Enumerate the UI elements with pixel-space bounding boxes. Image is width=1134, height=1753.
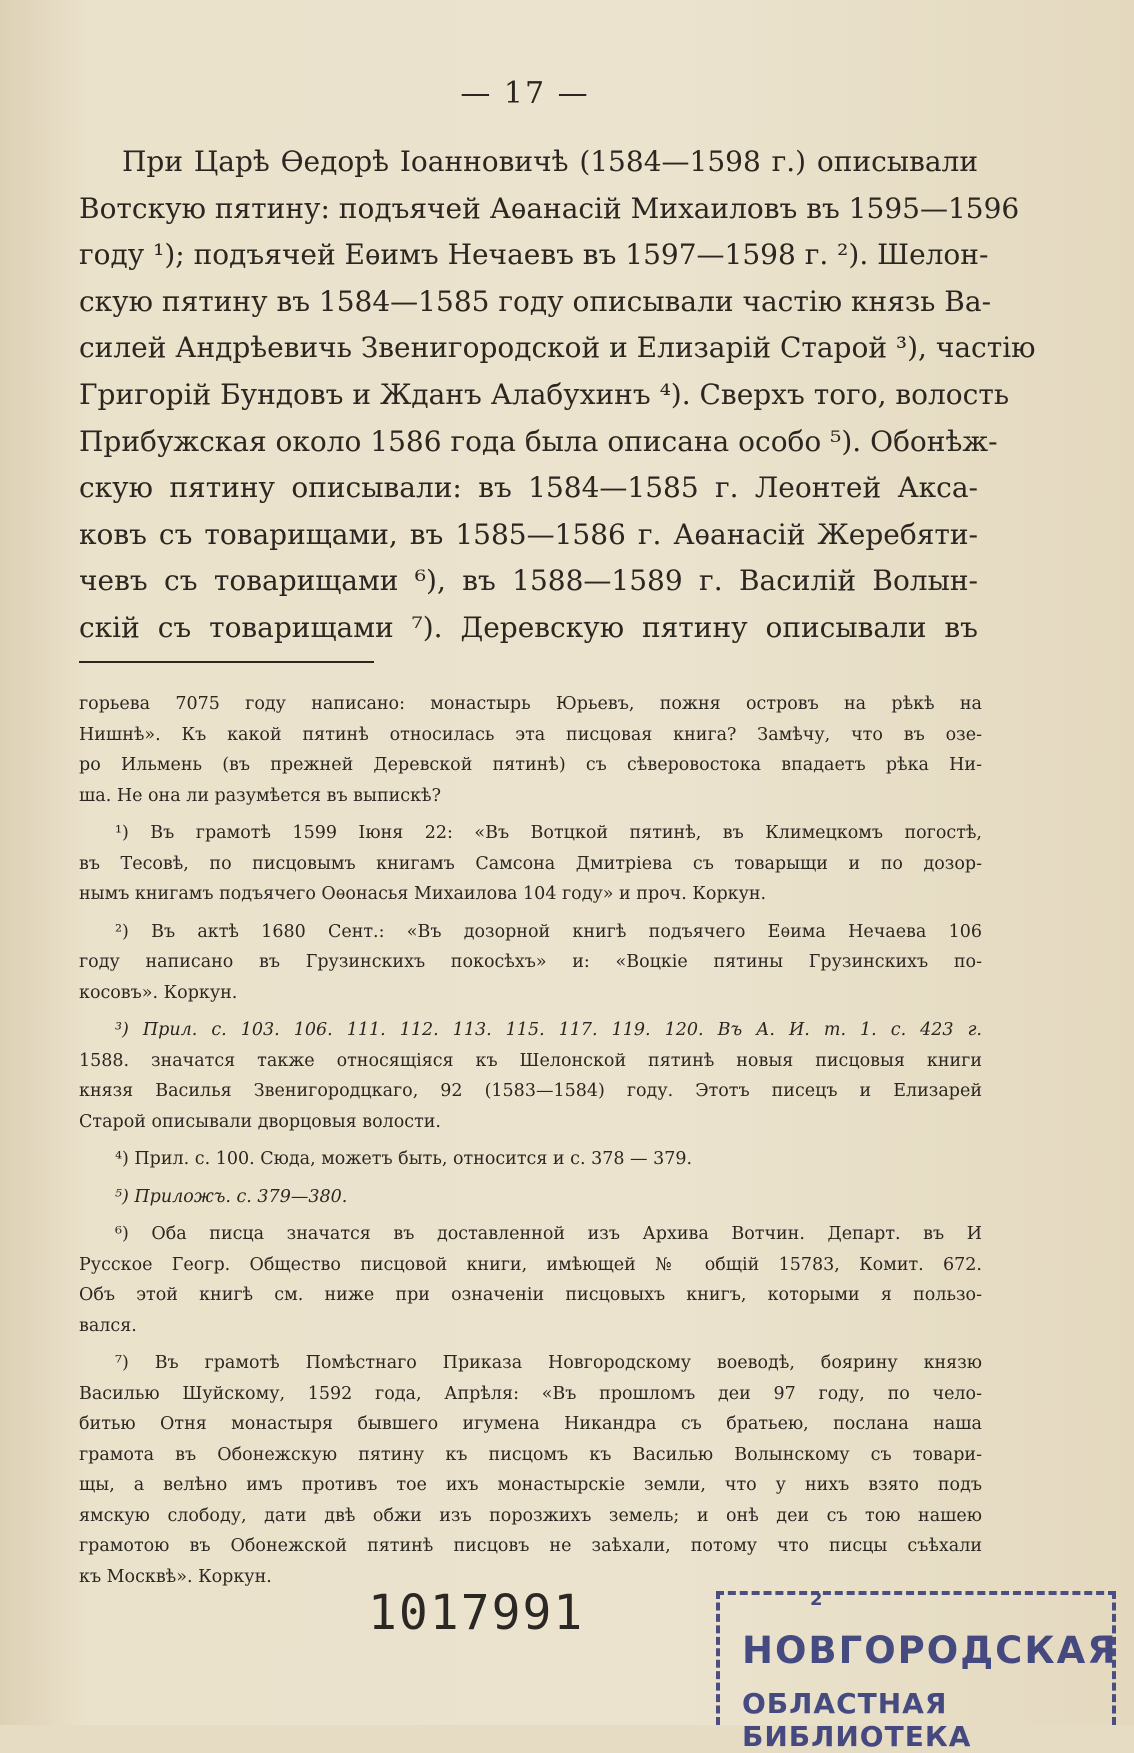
footnote-line: горьева 7075 году написано: монастырь Юрьевъ, пожня островъ на рѣкѣ на xyxy=(79,694,982,714)
main-text-line: Вотскую пятину: подъячей Аѳанасій Михаиловъ въ 1595—1596 xyxy=(79,191,1020,225)
footnote-line: ³) Прил. с. 103. 106. 111. 112. 113. 115. 117. 119. 120. Въ А. И. т. 1. с. 423 г. xyxy=(115,1020,982,1040)
main-text-line: скій съ товарищами ⁷). Деревскую пятину описывали въ xyxy=(79,610,978,644)
footnote-line: ⁶) Оба писца значатся въ доставленной изъ Архива Вотчин. Департ. въ И xyxy=(115,1224,982,1244)
footnote-1 xyxy=(79,818,982,910)
footnote-line: щы, а велѣно имъ противъ тое ихъ монастырскіе земли, что у нихъ взято подъ xyxy=(79,1475,982,1495)
library-stamp xyxy=(716,1589,1118,1753)
inventory-number: 1017991 xyxy=(368,1585,585,1641)
footnote-line: ⁴) Прил. с. 100. Сюда, можетъ быть, относится и с. 378 — 379. xyxy=(115,1149,693,1169)
main-text-line: ковъ съ товарищами, въ 1585—1586 г. Аѳанасій Жеребяти- xyxy=(79,517,978,551)
footnote-7 xyxy=(79,1348,982,1592)
page-number: — 17 — xyxy=(460,76,590,111)
footnote-line: Старой описывали дворцовыя волости. xyxy=(79,1111,441,1132)
stamp-line-2: ОБЛАСТНАЯ БИБЛИОТЕКА xyxy=(742,1687,972,1753)
footnote-line: въ Тесовѣ, по писцовымъ книгамъ Самсона Дмитріева съ товарыщи и по дозор- xyxy=(79,853,982,874)
stamp-number: 2 xyxy=(810,1589,823,1610)
main-text-line: силей Андрѣевичь Звенигородской и Елизарій Старой ³), частію xyxy=(79,331,1036,365)
footnote-line: 1588. значатся также относящіяся къ Шелонской пятинѣ новыя писцовыя книги xyxy=(79,1050,982,1071)
footnote-line: Нишнѣ». Къ какой пятинѣ относилась эта писцовая книга? Замѣчу, что въ озе- xyxy=(79,724,982,745)
main-text-line: чевъ съ товарищами ⁶), въ 1588—1589 г. Василій Волын- xyxy=(79,564,978,598)
main-text-line: году ¹); подъячей Еѳимъ Нечаевъ въ 1597—1598 г. ²). Шелон- xyxy=(79,238,989,272)
footnote-5 xyxy=(79,1182,982,1213)
footnote-line: году написано въ Грузинскихъ покосѣхъ» и: «Воцкіе пятины Грузинскихъ по- xyxy=(79,952,982,972)
footnote-3 xyxy=(79,1015,982,1137)
footnote-line: ⁷) Въ грамотѣ Помѣстнаго Приказа Новгородскому воеводѣ, боярину князю xyxy=(115,1353,982,1373)
footnote-line: битью Отня монастыря бывшего игумена Никандра съ братьею, послана наша xyxy=(79,1414,982,1434)
footnote-line: косовъ». Коркун. xyxy=(79,982,238,1003)
main-text-line: скую пятину описывали: въ 1584—1585 г. Леонтей Акса- xyxy=(79,471,978,505)
footnote-4 xyxy=(79,1144,982,1175)
footnote-line: къ Москвѣ». Коркун. xyxy=(79,1566,272,1587)
footnote-line: вался. xyxy=(79,1315,137,1336)
footnote-line: ²) Въ актѣ 1680 Сент.: «Въ дозорной книгѣ подъячего Еѳима Нечаева 106 xyxy=(115,921,982,942)
footnote-6 xyxy=(79,1219,982,1341)
footnote-line: ша. Не она ли разумѣется въ выпискѣ? xyxy=(79,785,441,806)
main-text-line: скую пятину въ 1584—1585 году описывали частію князь Ва- xyxy=(79,284,992,318)
footnotes xyxy=(79,689,982,1592)
footnote-line: Русское Геогр. Общество писцовой книги, имѣющей № общій 15783, Комит. 672. xyxy=(79,1254,982,1275)
stamp-line-1: НОВГОРОДСКАЯ xyxy=(742,1629,1118,1672)
footnote-line: Объ этой книгѣ см. ниже при означеніи писцовыхъ книгъ, которыми я пользо- xyxy=(79,1285,982,1305)
footnote-2 xyxy=(79,917,982,1009)
footnote-line: грамотою въ Обонежской пятинѣ писцовъ не заѣхали, потому что писцы съѣхали xyxy=(79,1536,982,1556)
footnote-separator xyxy=(79,661,374,663)
footnote-line: ро Ильмень (въ прежней Деревской пятинѣ) съ сѣверовостока впадаетъ рѣка Ни- xyxy=(79,755,982,775)
footnote-line: грамота въ Обонежскую пятину къ писцомъ къ Василью Волынскому съ товари- xyxy=(79,1444,982,1465)
main-text-line: Прибужская около 1586 года была описана особо ⁵). Обонѣж- xyxy=(79,424,998,458)
footnote-line: ¹) Въ грамотѣ 1599 Іюня 22: «Въ Вотцкой пятинѣ, въ Климецкомъ погостѣ, xyxy=(115,823,982,843)
main-text-line: Григорій Бундовъ и Жданъ Алабухинъ ⁴). Сверхъ того, волость xyxy=(79,377,1010,411)
footnote-line: ⁵) Приложъ. с. 379—380. xyxy=(115,1186,348,1207)
main-text xyxy=(79,139,1036,652)
main-text-line: При Царѣ Ѳедорѣ Іоанновичѣ (1584—1598 г.) описывали xyxy=(122,145,978,178)
footnote-line: Василью Шуйскому, 1592 года, Апрѣля: «Въ прошломъ деи 97 году, по чело- xyxy=(79,1383,982,1404)
footnote-line: нымъ книгамъ подъячего Оѳонасья Михаилова 104 году» и проч. Коркун. xyxy=(79,884,767,904)
footnote-line: князя Василья Звенигородцкаго, 92 (1583—1584) году. Этотъ писецъ и Елизарей xyxy=(79,1081,982,1101)
footnote-continuation xyxy=(79,689,982,811)
footnote-line: ямскую слободу, дати двѣ обжи изъ порозжихъ земель; и онѣ деи съ тою нашею xyxy=(79,1505,982,1526)
